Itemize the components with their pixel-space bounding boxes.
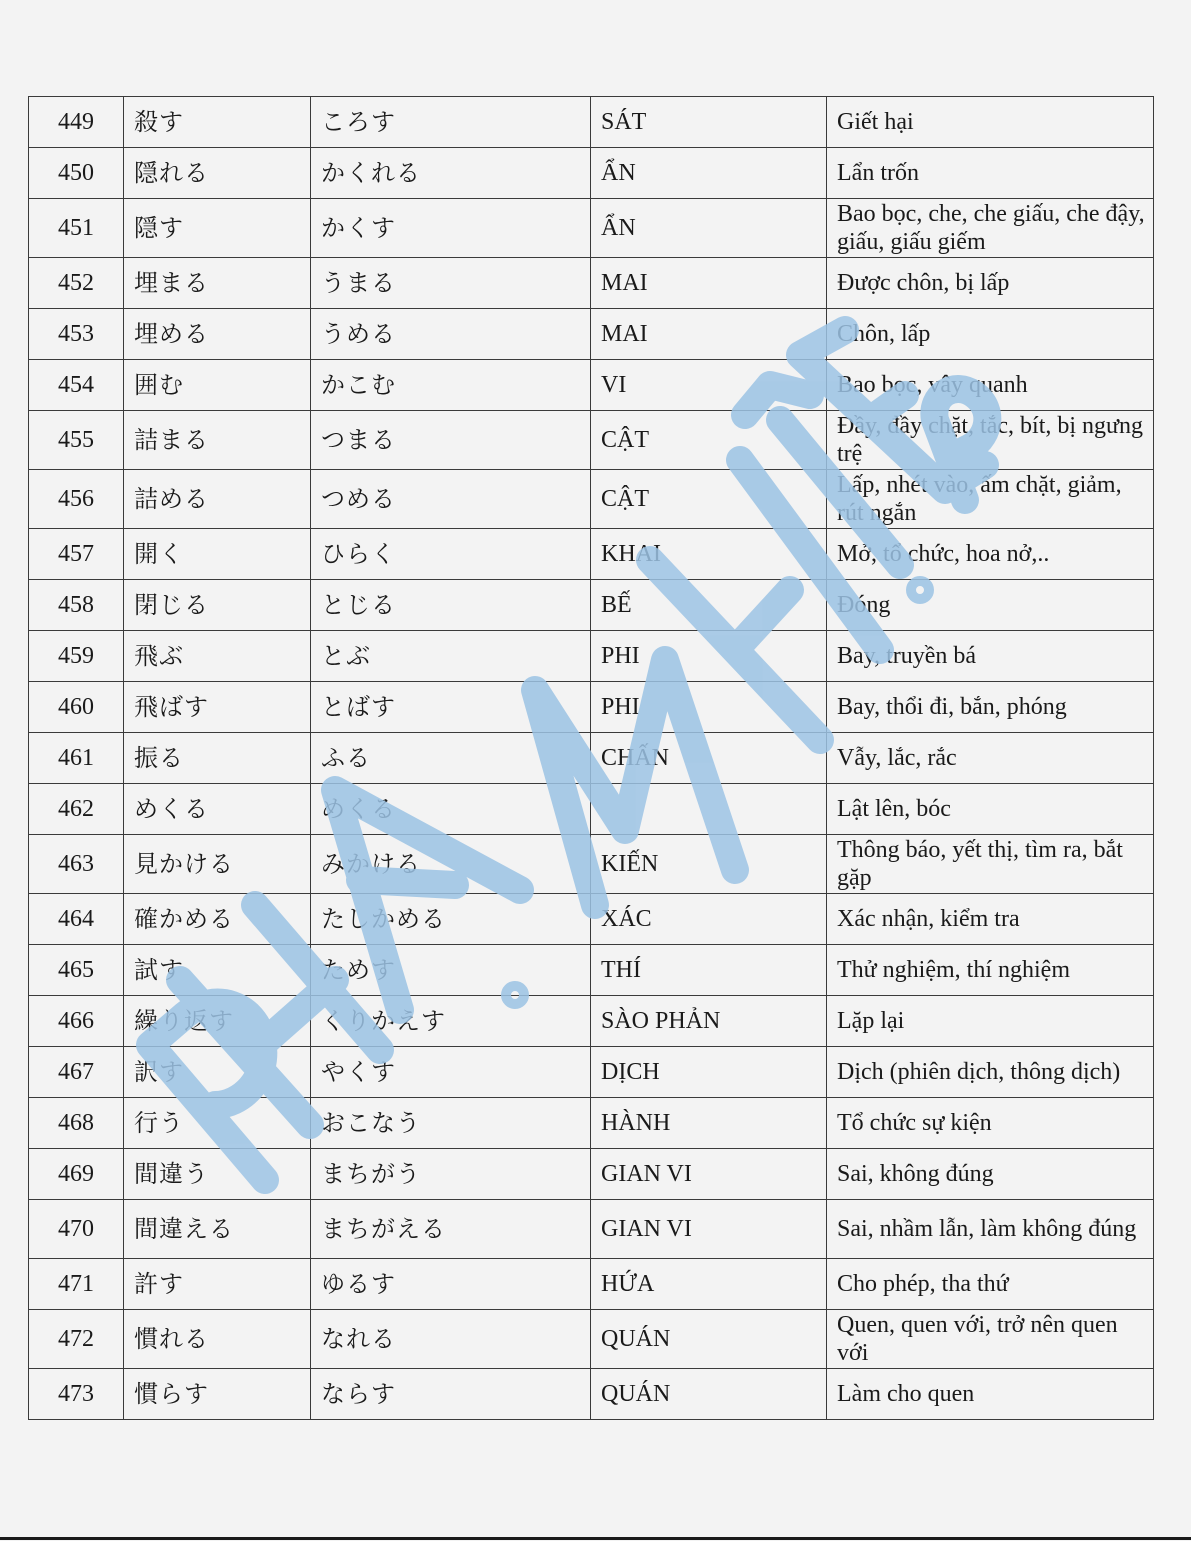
han-viet-cell: KIẾN xyxy=(591,835,827,894)
kanji-cell: 許す xyxy=(124,1259,311,1310)
table-row xyxy=(29,309,1154,360)
kana-cell: かくす xyxy=(311,199,591,258)
vocab-table-body xyxy=(29,97,1154,1420)
kana-cell: つめる xyxy=(311,470,591,529)
meaning-cell: Vẫy, lắc, rắc xyxy=(827,733,1154,784)
table-row xyxy=(29,199,1154,258)
meaning-cell: Xác nhận, kiểm tra xyxy=(827,894,1154,945)
meaning-cell: Đầy, đầy chặt, tắc, bít, bị ngưng trệ xyxy=(827,411,1154,470)
han-viet-cell: SÀO PHẢN xyxy=(591,996,827,1047)
table-row xyxy=(29,996,1154,1047)
table-row xyxy=(29,97,1154,148)
table-row xyxy=(29,1047,1154,1098)
kanji-cell: 囲む xyxy=(124,360,311,411)
han-viet-cell: HỨA xyxy=(591,1259,827,1310)
table-row xyxy=(29,1259,1154,1310)
row-number: 471 xyxy=(29,1259,124,1310)
kana-cell: うまる xyxy=(311,258,591,309)
kanji-cell: 間違う xyxy=(124,1149,311,1200)
kanji-cell: 閉じる xyxy=(124,580,311,631)
han-viet-cell: ẨN xyxy=(591,148,827,199)
meaning-cell: Bao bọc, che, che giấu, che đậy, giấu, giấu giếm xyxy=(827,199,1154,258)
kana-cell: まちがう xyxy=(311,1149,591,1200)
row-number: 467 xyxy=(29,1047,124,1098)
kana-cell: めくる xyxy=(311,784,591,835)
table-row xyxy=(29,580,1154,631)
row-number: 453 xyxy=(29,309,124,360)
kana-cell: ふる xyxy=(311,733,591,784)
kana-cell: とばす xyxy=(311,682,591,733)
row-number: 460 xyxy=(29,682,124,733)
meaning-cell: Bao bọc, vây quanh xyxy=(827,360,1154,411)
row-number: 450 xyxy=(29,148,124,199)
meaning-cell: Làm cho quen xyxy=(827,1369,1154,1420)
han-viet-cell: QUÁN xyxy=(591,1369,827,1420)
table-row xyxy=(29,529,1154,580)
meaning-cell: Sai, không đúng xyxy=(827,1149,1154,1200)
kana-cell: かくれる xyxy=(311,148,591,199)
kana-cell: とじる xyxy=(311,580,591,631)
kana-cell: くりかえす xyxy=(311,996,591,1047)
table-row xyxy=(29,360,1154,411)
han-viet-cell: QUÁN xyxy=(591,1310,827,1369)
meaning-cell: Quen, quen với, trở nên quen với xyxy=(827,1310,1154,1369)
table-row xyxy=(29,733,1154,784)
han-viet-cell: MAI xyxy=(591,258,827,309)
kana-cell: おこなう xyxy=(311,1098,591,1149)
row-number: 466 xyxy=(29,996,124,1047)
kanji-cell: 見かける xyxy=(124,835,311,894)
kana-cell: うめる xyxy=(311,309,591,360)
meaning-cell: Thử nghiệm, thí nghiệm xyxy=(827,945,1154,996)
meaning-cell: Chôn, lấp xyxy=(827,309,1154,360)
kanji-cell: 殺す xyxy=(124,97,311,148)
table-row xyxy=(29,784,1154,835)
kanji-cell: 詰める xyxy=(124,470,311,529)
table-row xyxy=(29,835,1154,894)
table-row xyxy=(29,258,1154,309)
kanji-cell: 訳す xyxy=(124,1047,311,1098)
han-viet-cell: PHI xyxy=(591,682,827,733)
han-viet-cell: PHI xyxy=(591,631,827,682)
meaning-cell: Bay, thổi đi, bắn, phóng xyxy=(827,682,1154,733)
kana-cell: ひらく xyxy=(311,529,591,580)
table-row xyxy=(29,148,1154,199)
meaning-cell: Giết hại xyxy=(827,97,1154,148)
kanji-cell: めくる xyxy=(124,784,311,835)
han-viet-cell: VI xyxy=(591,360,827,411)
table-row xyxy=(29,1200,1154,1259)
row-number: 455 xyxy=(29,411,124,470)
kanji-cell: 隠れる xyxy=(124,148,311,199)
han-viet-cell: DỊCH xyxy=(591,1047,827,1098)
kana-cell: まちがえる xyxy=(311,1200,591,1259)
table-row xyxy=(29,1310,1154,1369)
page-bottom-border xyxy=(0,1537,1191,1540)
meaning-cell: Thông báo, yết thị, tìm ra, bắt gặp xyxy=(827,835,1154,894)
row-number: 458 xyxy=(29,580,124,631)
table-row xyxy=(29,470,1154,529)
table-row xyxy=(29,411,1154,470)
kanji-cell: 慣れる xyxy=(124,1310,311,1369)
han-viet-cell: MAI xyxy=(591,309,827,360)
kanji-cell: 試す xyxy=(124,945,311,996)
kana-cell: つまる xyxy=(311,411,591,470)
meaning-cell: Lật lên, bóc xyxy=(827,784,1154,835)
row-number: 472 xyxy=(29,1310,124,1369)
meaning-cell: Lấp, nhét vào, ấm chặt, giảm, rút ngắn xyxy=(827,470,1154,529)
row-number: 470 xyxy=(29,1200,124,1259)
row-number: 461 xyxy=(29,733,124,784)
han-viet-cell: ẨN xyxy=(591,199,827,258)
meaning-cell: Tổ chức sự kiện xyxy=(827,1098,1154,1149)
kanji-cell: 飛ぶ xyxy=(124,631,311,682)
kana-cell: とぶ xyxy=(311,631,591,682)
kana-cell: ためす xyxy=(311,945,591,996)
han-viet-cell: XÁC xyxy=(591,894,827,945)
kana-cell: ころす xyxy=(311,97,591,148)
han-viet-cell: BẾ xyxy=(591,580,827,631)
han-viet-cell xyxy=(591,784,827,835)
kana-cell: ゆるす xyxy=(311,1259,591,1310)
han-viet-cell: KHAI xyxy=(591,529,827,580)
kanji-cell: 振る xyxy=(124,733,311,784)
meaning-cell: Mở, tổ chức, hoa nở,.. xyxy=(827,529,1154,580)
han-viet-cell: SÁT xyxy=(591,97,827,148)
meaning-cell: Lặp lại xyxy=(827,996,1154,1047)
table-row xyxy=(29,1098,1154,1149)
kana-cell: なれる xyxy=(311,1310,591,1369)
kanji-cell: 開く xyxy=(124,529,311,580)
meaning-cell: Cho phép, tha thứ xyxy=(827,1259,1154,1310)
han-viet-cell: HÀNH xyxy=(591,1098,827,1149)
kanji-cell: 詰まる xyxy=(124,411,311,470)
han-viet-cell: CHẤN xyxy=(591,733,827,784)
han-viet-cell: GIAN VI xyxy=(591,1149,827,1200)
row-number: 456 xyxy=(29,470,124,529)
row-number: 449 xyxy=(29,97,124,148)
kanji-cell: 埋まる xyxy=(124,258,311,309)
kana-cell: ならす xyxy=(311,1369,591,1420)
meaning-cell: Đóng xyxy=(827,580,1154,631)
row-number: 468 xyxy=(29,1098,124,1149)
table-row xyxy=(29,945,1154,996)
kana-cell: たしかめる xyxy=(311,894,591,945)
kanji-cell: 行う xyxy=(124,1098,311,1149)
han-viet-cell: CẬT xyxy=(591,411,827,470)
kanji-cell: 間違える xyxy=(124,1200,311,1259)
kana-cell: みかける xyxy=(311,835,591,894)
han-viet-cell: CẬT xyxy=(591,470,827,529)
row-number: 457 xyxy=(29,529,124,580)
table-row xyxy=(29,1149,1154,1200)
row-number: 465 xyxy=(29,945,124,996)
row-number: 463 xyxy=(29,835,124,894)
row-number: 452 xyxy=(29,258,124,309)
meaning-cell: Dịch (phiên dịch, thông dịch) xyxy=(827,1047,1154,1098)
table-row xyxy=(29,682,1154,733)
meaning-cell: Bay, truyền bá xyxy=(827,631,1154,682)
row-number: 469 xyxy=(29,1149,124,1200)
row-number: 473 xyxy=(29,1369,124,1420)
row-number: 451 xyxy=(29,199,124,258)
kanji-cell: 繰り返す xyxy=(124,996,311,1047)
row-number: 462 xyxy=(29,784,124,835)
kanji-cell: 隠す xyxy=(124,199,311,258)
kanji-cell: 飛ばす xyxy=(124,682,311,733)
kanji-cell: 確かめる xyxy=(124,894,311,945)
row-number: 459 xyxy=(29,631,124,682)
han-viet-cell: THÍ xyxy=(591,945,827,996)
table-row xyxy=(29,1369,1154,1420)
table-row xyxy=(29,631,1154,682)
han-viet-cell: GIAN VI xyxy=(591,1200,827,1259)
meaning-cell: Sai, nhầm lẫn, làm không đúng xyxy=(827,1200,1154,1259)
kanji-cell: 埋める xyxy=(124,309,311,360)
meaning-cell: Lẩn trốn xyxy=(827,148,1154,199)
meaning-cell: Được chôn, bị lấp xyxy=(827,258,1154,309)
row-number: 464 xyxy=(29,894,124,945)
table-row xyxy=(29,894,1154,945)
kana-cell: かこむ xyxy=(311,360,591,411)
kana-cell: やくす xyxy=(311,1047,591,1098)
vocab-table xyxy=(28,96,1154,1420)
row-number: 454 xyxy=(29,360,124,411)
kanji-cell: 慣らす xyxy=(124,1369,311,1420)
